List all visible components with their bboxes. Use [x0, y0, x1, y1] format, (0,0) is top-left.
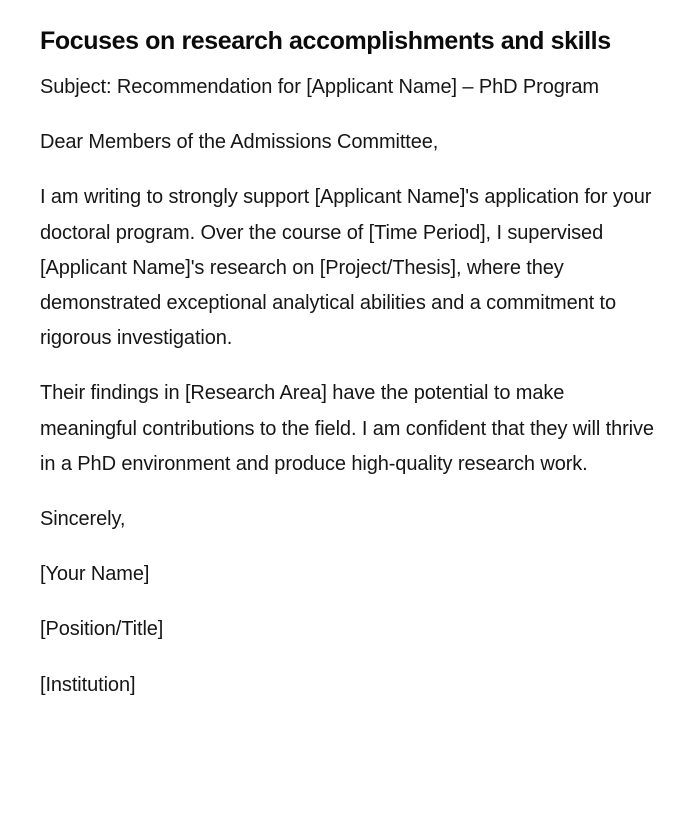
body-paragraph-2: Their findings in [Research Area] have the potential to make meaningful contributions to the field. I am confident that they will thrive in a PhD environment and produce high-quality research work.: [40, 382, 654, 475]
signer-position: [Position/Title]: [40, 618, 164, 641]
closing: Sincerely,: [40, 508, 126, 531]
page-title: Focuses on research accomplishments and skills: [40, 27, 611, 55]
salutation: Dear Members of the Admissions Committee,: [40, 131, 439, 154]
signer-name: [Your Name]: [40, 563, 150, 586]
signer-institution: [Institution]: [40, 673, 136, 696]
body-paragraph-1: I am writing to strongly support [Applicant Name]'s application for your doctoral program. Over the course of [Time Period], I supervised [Applicant Name]'s research on [Project/Thesis], where they demonstrated exceptional analytical abilities and a commitment to rigorous investigation.: [40, 186, 652, 350]
subject-line: Subject: Recommendation for [Applicant Name] – PhD Program: [40, 76, 599, 98]
